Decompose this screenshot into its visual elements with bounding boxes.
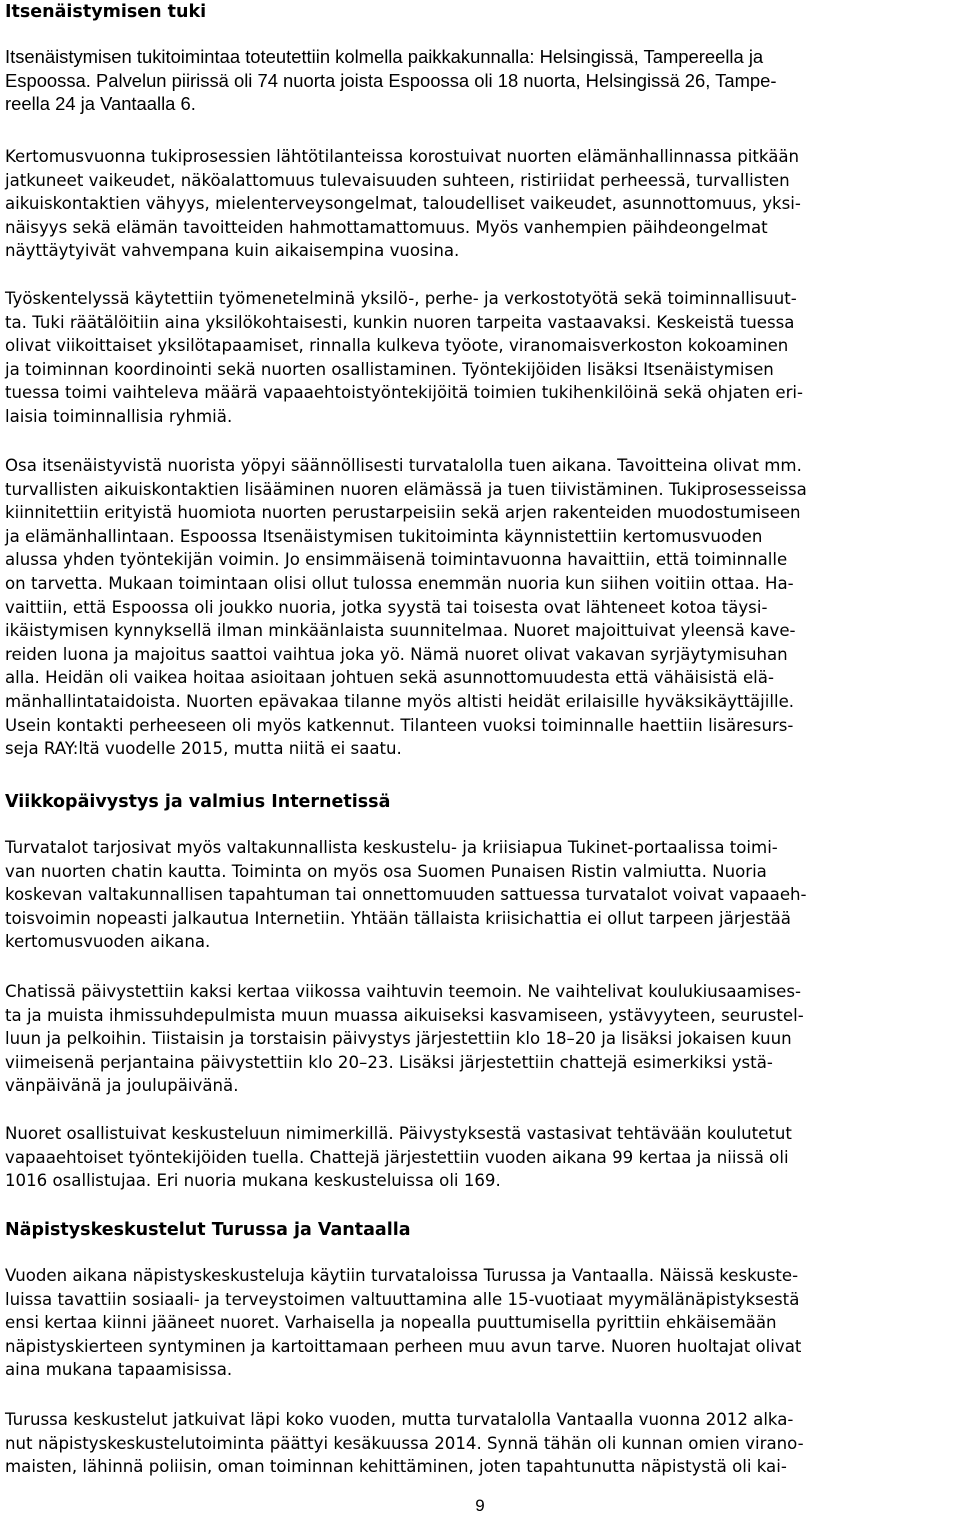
text-line: ja elämänhallintaan. Espoossa Itsenäistymisen tukitoiminta käynnistettiin kertomusvuoden	[5, 526, 763, 546]
text-line: mänhallintataidoista. Nuorten epävakaa tilanne myös altisti heidät erilaisille hyväksikäyttäjille.	[5, 691, 795, 711]
text-line: vaittiin, että Espoossa oli joukko nuoria, jotka syystä tai toisesta ovat lähteneet kotoa täysi-	[5, 597, 768, 617]
text-line: 1016 osallistujaa. Eri nuoria mukana keskusteluissa oli 169.	[5, 1171, 501, 1191]
text-line: Nuoret osallistuivat keskusteluun nimimerkillä. Päivystyksestä vastasivat tehtävään koulutetut	[5, 1124, 792, 1143]
paragraph	[5, 287, 803, 429]
text-line: Työskentelyssä käytettiin työmenetelminä yksilö-, perhe- ja verkostotyötä sekä toiminnallisuut-	[5, 289, 797, 308]
text-line: Turvatalot tarjosivat myös valtakunnallista keskustelu- ja kriisiapua Tukinet-portaalissa toimi-	[5, 838, 778, 857]
text-line: Kertomusvuonna tukiprosessien lähtötilanteissa korostuivat nuorten elämänhallinnassa pitkään	[5, 147, 800, 166]
paragraph	[5, 836, 807, 954]
text-line: Chatissä päivystettiin kaksi kertaa viikossa vaihtuvin teemoin. Ne vaihtelivat koulukiusaamises-	[5, 982, 801, 1001]
text-line: nut näpistyskeskustelutoiminta päättyi kesäkuussa 2014. Synnä tähän oli kunnan omien virano-	[5, 1433, 804, 1453]
page-number: 9	[475, 1496, 485, 1515]
text-line: aikuiskontaktien vähyys, mielenterveysongelmat, taloudelliset vaikeudet, asunnottomuus, yksi-	[5, 194, 801, 214]
text-line: näyttäytyivät vahvempana kuin aikaisempina vuosina.	[5, 241, 460, 261]
text-line: koskevan valtakunnallisen tapahtuman tai onnettomuuden sattuessa turvatalot voivat vapaaeh-	[5, 885, 807, 905]
text-line: ikäistymisen kynnyksellä ilman minkäänlaista suunnitelmaa. Nuoret majoittuivat yleensä kave-	[5, 621, 796, 641]
section-heading-viikkopaivystys: Viikkopäivystys ja valmius Internetissä	[5, 792, 391, 812]
text-line: reella 24 ja Vantaalla 6.	[5, 93, 196, 115]
text-line: Itsenäistymisen tukitoimintaa toteutettiin kolmella paikkakunnalla: Helsingissä, Tampereella ja	[5, 46, 764, 67]
text-line: Vuoden aikana näpistyskeskusteluja käytiin turvataloissa Turussa ja Vantaalla. Näissä keskuste-	[5, 1266, 799, 1285]
text-line: aina mukana tapaamisissa.	[5, 1360, 233, 1380]
text-line: Osa itsenäistyvistä nuorista yöpyi säännöllisesti turvatalolla tuen aikana. Tavoitteina olivat mm.	[5, 456, 802, 475]
section-heading-napistyskeskustelut: Näpistyskeskustelut Turussa ja Vantaalla	[5, 1220, 411, 1240]
text-line: alla. Heidän oli vaikea hoitaa asioitaan johtuen sekä asunnottomuudesta että vähäisistä elä-	[5, 668, 774, 688]
text-line: van nuorten chatin kautta. Toiminta on myös osa Suomen Punaisen Ristin valmiutta. Nuoria	[5, 861, 767, 881]
paragraph	[5, 1122, 792, 1193]
text-line: alussa yhden työntekijän voimin. Jo ensimmäisenä toimintavuonna havaittiin, että toiminnalle	[5, 550, 788, 570]
text-line: laisia toiminnallisia ryhmiä.	[5, 406, 233, 426]
text-line: luissa tavattiin sosiaali- ja terveystoimen valtuuttamina alle 15-vuotiaat myymälänäpistyksestä	[5, 1289, 800, 1309]
paragraph	[5, 45, 776, 116]
text-line: vapaaehtoiset työntekijöiden tuella. Chattejä järjestettiin vuoden aikana 99 kertaa ja niissä oli	[5, 1147, 789, 1167]
text-line: ta ja muista ihmissuhdepulmista muun muassa aikuiseksi kasvamiseen, ystävyyteen, seurustel-	[5, 1005, 804, 1025]
text-line: toisvoimin nopeasti jalkautua Internetiin. Yhtään tällaista kriisichattia ei ollut tarpeen järjestää	[5, 908, 791, 928]
text-line: Turussa keskustelut jatkuivat läpi koko vuoden, mutta turvatalolla Vantaalla vuonna 2012 alka-	[5, 1410, 794, 1429]
paragraph	[5, 1408, 804, 1479]
text-line: jatkuneet vaikeudet, näköalattomuus tulevaisuuden suhteen, ristiriidat perheessä, turvallisten	[5, 170, 790, 190]
text-line: näisyys sekä elämän tavoitteiden hahmottamattomuus. Myös vanhempien päihdeongelmat	[5, 217, 768, 237]
text-line: ja toiminnan koordinointi sekä nuorten osallistaminen. Työntekijöiden lisäksi Itsenäistymisen	[5, 359, 774, 379]
text-line: reiden luona ja majoitus saattoi vaihtua joka yö. Nämä nuoret olivat vakavan syrjäytymisuhan	[5, 644, 788, 664]
text-line: kiinnitettiin erityistä huomiota nuorten perustarpeisiin sekä arjen rakenteiden muodostumiseen	[5, 503, 801, 523]
text-line: Espoossa. Palvelun piirissä oli 74 nuorta joista Espoossa oli 18 nuorta, Helsingissä 26, Tampe-	[5, 69, 777, 91]
text-line: luun ja pelkoihin. Tiistaisin ja torstaisin päivystys järjestettiin klo 18–20 ja lisäksi jokaisen kuun	[5, 1029, 792, 1049]
text-line: ensi kertaa kiinni jääneet nuoret. Varhaisella ja nopealla puuttumisella pyrittiin ehkäisemään	[5, 1313, 777, 1333]
text-line: vänpäivänä ja joulupäivänä.	[5, 1076, 239, 1096]
text-line: turvallisten aikuiskontaktien lisääminen nuoren elämässä ja tuen tiivistäminen. Tukiprosesseissa	[5, 479, 807, 499]
section-heading-itsenaistymisen-tuki: Itsenäistymisen tuki	[5, 2, 207, 22]
text-line: olivat viikoittaiset yksilötapaamiset, rinnalla kulkeva työote, viranomaisverkoston kokoaminen	[5, 336, 789, 356]
text-line: Usein kontakti perheeseen oli myös katkennut. Tilanteen vuoksi toiminnalle haettiin lisäresurs-	[5, 715, 794, 735]
text-line: tuessa toimi vaihteleva määrä vapaaehtoistyöntekijöitä toimien tukihenkilöinä sekä ohjaten eri-	[5, 383, 803, 403]
paragraph	[5, 454, 807, 761]
text-line: on tarvetta. Mukaan toimintaan olisi ollut tulossa enemmän nuoria kun siihen voitiin ottaa. Ha-	[5, 573, 794, 593]
text-line: viimeisenä perjantaina päivystettiin klo 20–23. Lisäksi järjestettiin chattejä esimerkiksi ystä-	[5, 1052, 773, 1072]
text-line: ta. Tuki räätälöitiin aina yksilökohtaisesti, kunkin nuoren tarpeita vastaavaksi. Keskeistä tuessa	[5, 312, 795, 332]
text-line: kertomusvuoden aikana.	[5, 932, 211, 952]
paragraph	[5, 145, 801, 263]
text-line: maisten, lähinnä poliisin, oman toiminnan kehittäminen, joten tapahtunutta näpistystä oli kai-	[5, 1457, 787, 1477]
text-line: näpistyskierteen syntyminen ja kartoittamaan perheen muu avun tarve. Nuoren huoltajat olivat	[5, 1336, 802, 1356]
text-line: seja RAY:ltä vuodelle 2015, mutta niitä ei saatu.	[5, 739, 402, 759]
paragraph	[5, 980, 804, 1098]
paragraph	[5, 1264, 801, 1382]
